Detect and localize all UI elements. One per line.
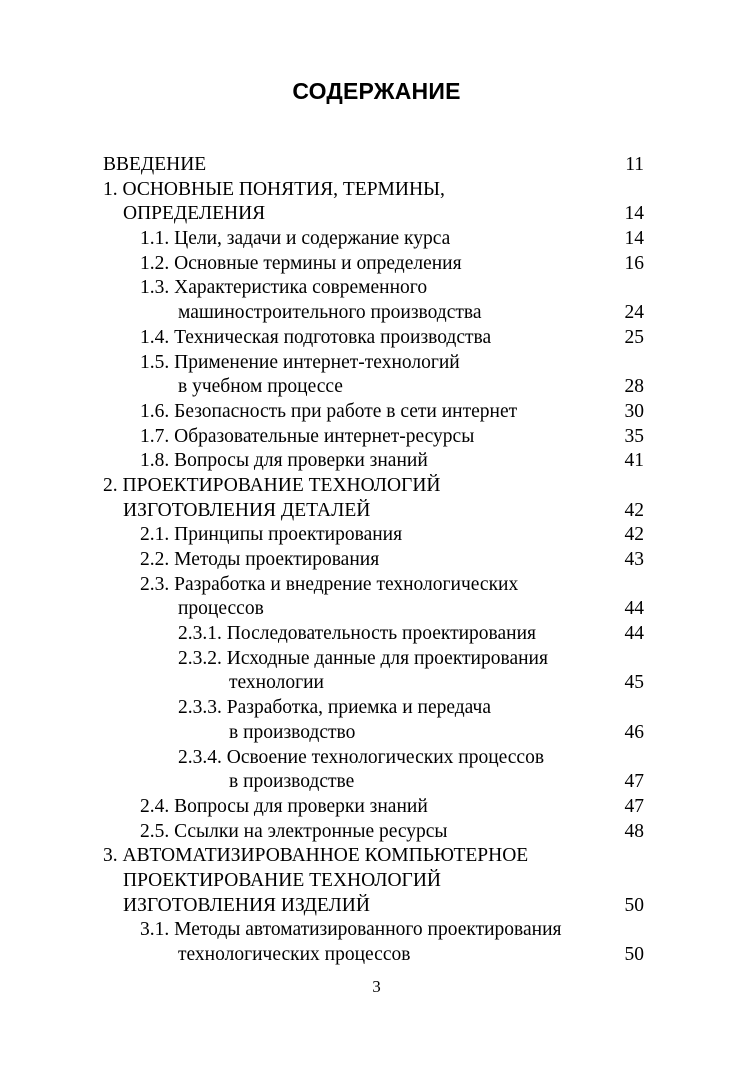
toc-entry-page: 42	[624, 524, 644, 546]
toc-entry	[0, 770, 753, 795]
toc-entry	[0, 622, 753, 647]
toc-entry	[0, 351, 753, 376]
toc-entry	[0, 474, 753, 499]
toc-entry-text: 1.8. Вопросы для проверки знаний	[140, 450, 428, 472]
toc-entry	[0, 943, 753, 968]
toc-entry	[0, 227, 753, 252]
toc-entry	[0, 449, 753, 474]
toc-entry-text: в производство	[229, 721, 356, 743]
toc-entry	[0, 894, 753, 919]
toc-entry	[0, 523, 753, 548]
toc-entry-text: 1.4. Техническая подготовка производства	[140, 326, 492, 348]
toc-entry	[0, 721, 753, 746]
toc-entry-text: технологии	[229, 672, 324, 694]
toc-entry-page: 45	[624, 672, 644, 694]
toc-entry-page: 43	[624, 549, 644, 570]
toc-entry-text: ИЗГОТОВЛЕНИЯ ДЕТАЛЕЙ	[123, 499, 371, 521]
toc-entry-page: 47	[624, 771, 644, 793]
toc-entry-text: в производстве	[229, 771, 355, 793]
toc-entry-text: 1.7. Образовательные интернет-ресурсы	[140, 425, 475, 447]
toc-entry-page: 28	[624, 376, 644, 398]
toc-entry	[0, 795, 753, 820]
toc-entry	[0, 375, 753, 400]
toc-entry-page: 11	[625, 154, 644, 175]
toc-entry-text: ИЗГОТОВЛЕНИЯ ИЗДЕЛИЙ	[123, 894, 370, 916]
toc-entry	[0, 820, 753, 845]
toc-entry-text: ПРОЕКТИРОВАНИЕ ТЕХНОЛОГИЙ	[123, 869, 441, 891]
toc-entry	[0, 276, 753, 301]
toc-entry-text: 1. ОСНОВНЫЕ ПОНЯТИЯ, ТЕРМИНЫ,	[103, 178, 445, 200]
toc-entry-text: 1.2. Основные термины и определения	[140, 252, 462, 274]
toc-entry-page: 30	[624, 400, 644, 422]
toc-entry-text: 2.2. Методы проектирования	[140, 549, 380, 570]
toc-entry	[0, 252, 753, 277]
toc-entry-text: 1.3. Характеристика современного	[140, 277, 428, 299]
toc-entry-page: 24	[624, 302, 644, 324]
toc-entry-page: 14	[624, 203, 644, 225]
toc-entry-text: 1.1. Цели, задачи и содержание курса	[140, 228, 451, 250]
toc-entry-page: 46	[624, 721, 644, 743]
toc-entry-text: 2.5. Ссылки на электронные ресурсы	[140, 820, 448, 842]
toc-entry	[0, 918, 753, 943]
page-number: 3	[372, 977, 381, 996]
toc-entry-page: 44	[624, 598, 644, 620]
toc-entry	[0, 499, 753, 524]
toc-entry-text: 2.3.3. Разработка, приемка и передача	[178, 697, 492, 719]
toc-entry-text: 2.4. Вопросы для проверки знаний	[140, 795, 428, 817]
toc-entry	[0, 202, 753, 227]
toc-entry-text: 2.3.1. Последовательность проектирования	[178, 623, 536, 645]
toc-entry-text: ОПРЕДЕЛЕНИЯ	[123, 203, 266, 225]
toc-entry-text: технологических процессов	[178, 944, 411, 965]
toc-entry-page: 35	[624, 425, 644, 447]
toc-entry-page: 25	[624, 326, 644, 348]
toc-entry	[0, 425, 753, 450]
toc-entry	[0, 597, 753, 622]
toc-entry-page: 41	[624, 450, 644, 472]
toc-entry	[0, 301, 753, 326]
toc-entry	[0, 746, 753, 771]
toc-entry	[0, 671, 753, 696]
toc-entry-text: 2.3. Разработка и внедрение технологических	[140, 573, 519, 595]
toc-entry-text: 2.3.4. Освоение технологических процессов	[178, 746, 545, 768]
toc-entry	[0, 573, 753, 598]
toc-entry	[0, 844, 753, 869]
toc-entry	[0, 400, 753, 425]
toc-entry-page: 44	[624, 623, 644, 645]
toc-entry-text: 3. АВТОМАТИЗИРОВАННОЕ КОМПЬЮТЕРНОЕ	[103, 845, 529, 867]
toc-entry-text: 3.1. Методы автоматизированного проектирования	[140, 919, 562, 941]
page-title: СОДЕРЖАНИЕ	[292, 78, 461, 104]
table-of-contents	[0, 153, 753, 968]
toc-entry-text: ВВЕДЕНИЕ	[103, 154, 207, 175]
toc-entry	[0, 696, 753, 721]
toc-entry	[0, 548, 753, 573]
toc-entry-page: 47	[624, 795, 644, 817]
toc-entry-text: 1.6. Безопасность при работе в сети интернет	[140, 400, 518, 422]
toc-entry-page: 42	[624, 499, 644, 521]
toc-entry-text: машиностроительного производства	[178, 302, 482, 324]
toc-entry-text: 1.5. Применение интернет-технологий	[140, 351, 460, 373]
toc-entry-page: 48	[624, 820, 644, 842]
toc-entry	[0, 326, 753, 351]
toc-entry-text: 2.3.2. Исходные данные для проектирования	[178, 647, 548, 669]
toc-entry-text: 2. ПРОЕКТИРОВАНИЕ ТЕХНОЛОГИЙ	[103, 474, 441, 496]
toc-entry-text: в учебном процессе	[178, 376, 343, 398]
toc-entry-page: 16	[624, 252, 644, 274]
toc-entry-page: 50	[624, 894, 644, 916]
toc-entry-page: 50	[624, 944, 644, 965]
toc-entry	[0, 178, 753, 203]
toc-entry-page: 14	[624, 228, 644, 250]
toc-entry-text: 2.1. Принципы проектирования	[140, 524, 403, 546]
toc-entry	[0, 647, 753, 672]
toc-entry	[0, 153, 753, 178]
toc-entry	[0, 869, 753, 894]
toc-entry-text: процессов	[178, 598, 264, 620]
